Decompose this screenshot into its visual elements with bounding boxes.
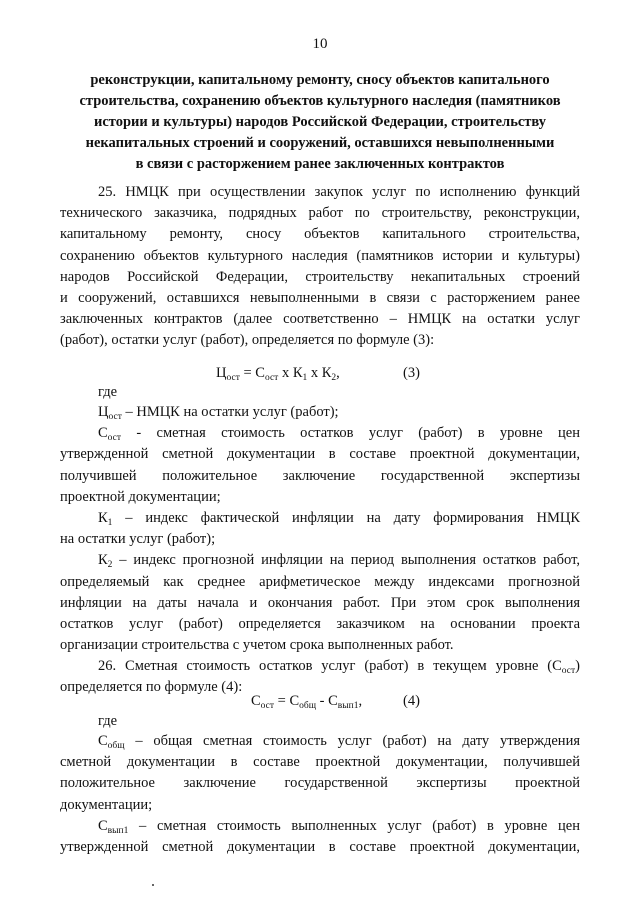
text-line: определяемый как среднее арифметическое между индексами прогнозной [60,573,580,590]
text-line: сохранению объектов культурного наследия (памятников истории и культуры) [60,247,580,264]
definition-k1: $К_1$ – индекс фактической инфляции на дату формирования НМЦК [98,509,580,528]
text-line: народов Российской Федерации, строительству некапитальных строений [60,268,580,285]
text-line: технического заказчика, подрядных работ по строительству, реконструкции, [60,205,580,222]
text-line: и сооружений, оставшихся невыполненными в связи с расторжением ранее [60,289,580,306]
text-line: сметной документации в составе проектной документации, получившей [60,754,580,771]
formula-expression: $С_{ост} = С_{общ} - С_{вып1}$, [251,693,363,711]
text-line: положительное заключение государственной экспертизы проектной [60,775,580,792]
definitions-formula-4 [60,731,580,858]
text-line: остатков услуг (работ) определяется заказчиком на основании проекта [60,615,580,632]
heading-line: строительства, сохранению объектов культурного наследия (памятников [79,93,561,109]
heading-line: в связи с расторжением ранее заключенных контрактов [135,156,505,172]
heading-line: истории и культуры) народов Российской Федерации, строительству [94,114,546,130]
heading-line: реконструкции, капитальному ремонту, сносу объектов капитального [90,72,550,88]
text-line: проектной документации; [60,488,221,505]
page-number: 10 [312,36,328,52]
text-line: получившей положительное заключение государственной экспертизы [60,467,580,484]
text-line: документации; [60,796,153,813]
section-heading [60,70,580,175]
text-line: утвержденной сметной документации в составе проектной документации, [60,446,580,463]
where-label: где [98,384,118,400]
text-line: капитальному ремонту, сносу объектов капитального строительства, [60,226,580,243]
definition-cost: $С_{ост}$ - сметная стоимость остатков услуг (работ) в уровне цен [98,425,580,444]
text-line: организации строительства с учетом срока выполненных работ. [60,637,454,654]
text-line: заключенных контрактов (далее соответственно – НМЦК на остатки услуг [60,311,580,328]
paragraph-26: 26. Сметная стоимость остатков услуг (работ) в текущем уровне $(С_{ост})$ [98,658,580,677]
text-line: инфляции на даты начала и окончания работ. При этом срок выполнения [60,594,580,611]
definitions-formula-3 [60,402,580,699]
text-line: утвержденной сметной документации в составе проектной документации, [60,838,580,855]
formula-number: (4) [403,693,420,709]
text-line: 25. НМЦК при осуществлении закупок услуг по исполнению функций [98,184,580,200]
text-line: определяется по формуле (4): [60,679,243,696]
text-line: на остатки услуг (работ); [60,531,216,548]
heading-line: некапитальных строений и сооружений, оставшихся невыполненными [85,135,555,151]
paragraph-25 [60,182,580,352]
definition-tsost: $Ц_{ост}$ – НМЦК на остатки услуг (работ); [98,404,339,422]
scan-speck [152,884,154,886]
definition-cvyp: $С_{вып1}$ – сметная стоимость выполненных услуг (работ) в уровне цен [98,817,580,836]
definition-k2: $К_2$ – индекс прогнозной инфляции на период выполнения остатков работ, [98,552,580,571]
where-label: где [98,713,118,729]
definition-cobsh: $С_{общ}$ – общая сметная стоимость услуг (работ) на дату утверждения [98,733,580,751]
text-line: (работ), остатки услуг (работ), определяется по формуле (3): [60,332,435,349]
formula-number: (3) [403,365,420,381]
formula-expression: $Ц_{ост} = С_{ост}$ х $К_1$ х $К_2$, [216,365,340,383]
